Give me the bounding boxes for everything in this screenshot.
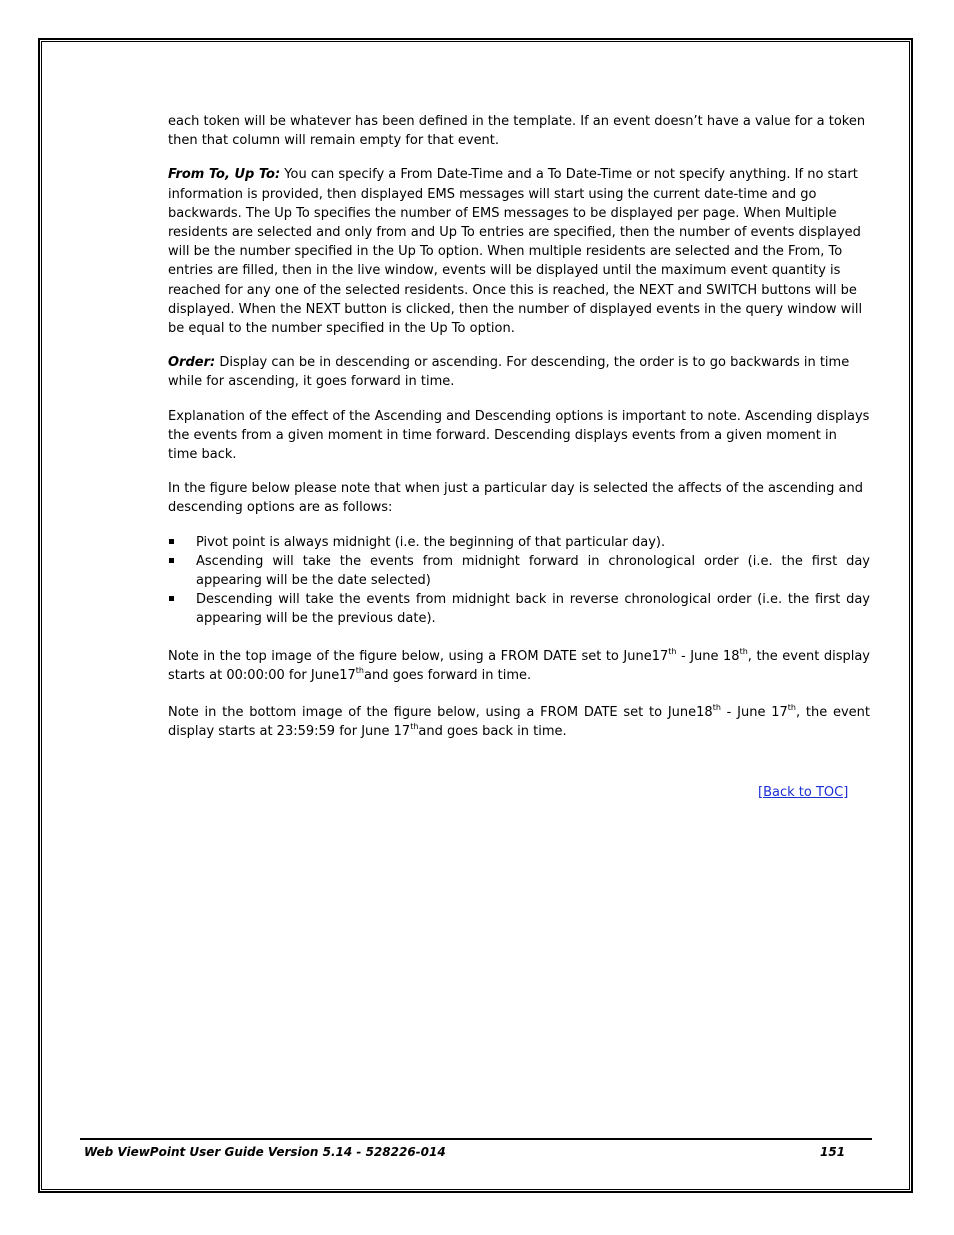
explanation-paragraph: Explanation of the effect of the Ascending and Descending options is important to note. Ascending displays the events from a given moment in time forward. Descending displays events from a given moment in time back. — [168, 408, 870, 463]
page-number: 151 — [820, 1145, 846, 1159]
back-to-toc-link[interactable]: [Back to TOC] — [758, 785, 849, 800]
note-text: , the event display starts at 23:59:59 for June 17 — [168, 705, 870, 740]
ordinal-suffix: th — [410, 722, 419, 732]
order-text: Display can be in descending or ascending. For descending, the order is to go backwards in time while for ascending, it goes forward in time. — [168, 355, 850, 390]
list-item — [168, 590, 870, 628]
note-text: - June 18 — [676, 648, 740, 664]
ordinal-suffix: th — [712, 703, 721, 713]
from-to-paragraph — [168, 165, 870, 338]
bullet-icon — [169, 558, 174, 563]
document-body — [168, 112, 870, 759]
ordinal-suffix: th — [355, 665, 364, 675]
note-bottom-image — [168, 703, 870, 741]
note-text: Note in the bottom image of the figure below, using a FROM DATE set to June18 — [168, 705, 713, 721]
list-item — [168, 533, 870, 552]
bullet-text: Ascending will take the events from midnight forward in chronological order (i.e. the first day appearing will be the date selected) — [196, 553, 870, 589]
note-text: and goes forward in time. — [363, 667, 532, 683]
order-paragraph — [168, 353, 870, 391]
note-top-image — [168, 647, 870, 685]
bullet-text: Pivot point is always midnight (i.e. the beginning of that particular day). — [196, 534, 666, 550]
bullet-icon — [169, 596, 174, 601]
from-to-text: You can specify a From Date-Time and a To Date-Time or not specify anything. If no start information is provided, then displayed EMS messages will start using the current date-time and go backwards. The Up To specifies the number of EMS messages to be displayed per page. When Multiple residents are selected and only from and Up To entries are specified, then the number of events displayed will be the number specified in the Up To option. When multiple residents are selected and the From, To entries are filled, then in the live window, events will be displayed until the maximum event quantity is reached for any one of the selected residents. Once this is reached, the NEXT and SWITCH buttons will be displayed. When the NEXT button is clicked, then the number of displayed events in the query window will be equal to the number specified in the Up To option. — [168, 167, 863, 337]
note-text: Note in the top image of the figure below, using a FROM DATE set to June17 — [168, 648, 669, 664]
intro-paragraph: each token will be whatever has been defined in the template. If an event doesn’t have a value for a token then that column will remain empty for that event. — [168, 114, 866, 149]
note-text: , the event display starts at 00:00:00 for June17 — [168, 648, 870, 683]
ordinal-suffix: th — [787, 703, 796, 713]
order-heading: Order: — [168, 355, 216, 371]
ordinal-suffix: th — [739, 646, 748, 656]
bullet-icon — [169, 539, 174, 544]
footer-divider — [80, 1138, 872, 1140]
note-text: - June 17 — [720, 705, 788, 721]
from-to-heading: From To, Up To: — [168, 167, 281, 183]
bullet-list — [168, 533, 870, 629]
figure-intro-paragraph: In the figure below please note that when just a particular day is selected the affects of the ascending and descending options are as follows: — [168, 481, 864, 516]
list-item — [168, 552, 870, 590]
footer-title: Web ViewPoint User Guide Version 5.14 - 528226-014 — [84, 1145, 446, 1159]
bullet-text: Descending will take the events from midnight back in reverse chronological order (i.e. the first day appearing will be the previous date). — [196, 592, 870, 627]
note-text: and goes back in time. — [418, 724, 567, 740]
ordinal-suffix: th — [668, 646, 677, 656]
